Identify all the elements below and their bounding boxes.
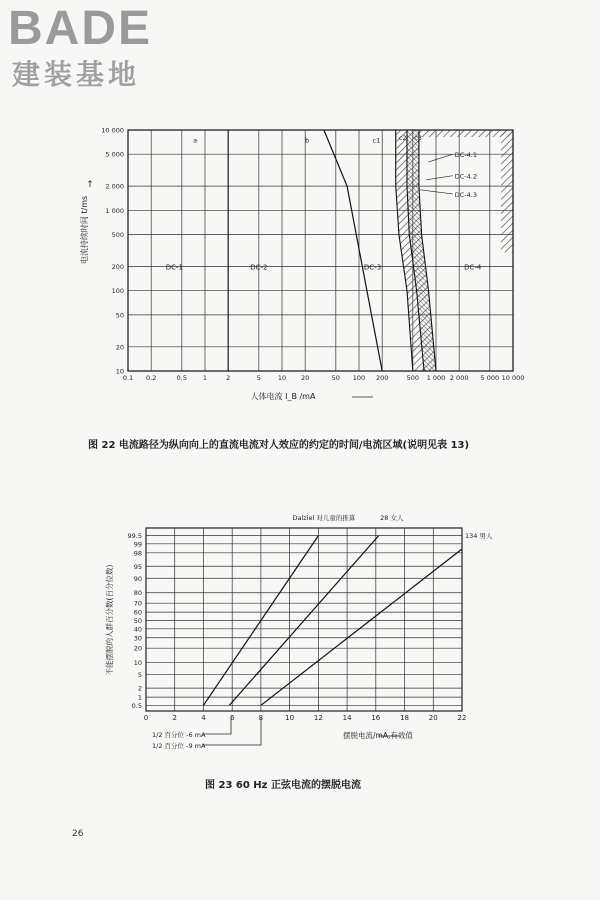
chart1-zone-annotation: DC-4.2 <box>454 172 477 181</box>
chart2-xtick-label: 8 <box>258 714 264 722</box>
chart1-xtick-label: 1 000 <box>426 374 446 382</box>
chart2-ytick-label: 20 <box>133 644 142 653</box>
chart2-series-label: 28 女人 <box>380 514 404 522</box>
chart2-xtick-label: 14 <box>342 714 352 722</box>
chart2-ytick-label: 0.5 <box>131 701 142 710</box>
chart2-ytick-label: 90 <box>133 574 142 583</box>
chart1-curve-label: c2 <box>398 134 407 143</box>
chart1-xtick-label: 20 <box>301 374 310 382</box>
chart1-curve-label: a <box>193 136 198 145</box>
chart1-xtick-label: 5 000 <box>480 374 500 382</box>
chart2-xtick-label: 16 <box>371 714 381 722</box>
chart2-ytick-label: 50 <box>133 616 142 625</box>
chart2-ytick-label: 60 <box>133 608 142 617</box>
chart1-xtick-label: 50 <box>331 374 340 382</box>
chart2-xtick-label: 2 <box>172 714 177 722</box>
chart1-xtick-label: 1 <box>202 374 208 382</box>
chart1-curve-label: c3 <box>414 134 422 143</box>
chart2-ylabel: 不能摆脱的人群百分数(百分位数) <box>105 564 114 676</box>
chart1-xtick-label: 10 <box>277 374 287 382</box>
chart2-ytick-label: 80 <box>133 589 142 598</box>
chart1-zone-label: DC-4 <box>464 263 482 272</box>
chart2-xtick-label: 0 <box>143 714 149 722</box>
chart1-curve-label: b <box>305 136 310 145</box>
chart1-zone-label: DC-2 <box>250 263 268 272</box>
annotation-9ma-leader <box>203 718 261 745</box>
chart2-xlabel: 摆脱电流/mA,有效值 <box>343 731 413 740</box>
chart1-xlabel: 人体电流 I_B /mA <box>250 392 316 401</box>
chart2-xtick-label: 22 <box>457 714 467 722</box>
chart2-ytick-label: 98 <box>133 549 142 558</box>
chart2-xtick-label: 4 <box>201 714 206 722</box>
chart2-ytick-label: 5 <box>137 671 142 680</box>
chart2-xtick-label: 6 <box>229 714 235 722</box>
page-number: 26 <box>72 829 84 839</box>
chart2-ytick-label: 1 <box>137 693 142 702</box>
annotation-9ma: 1/2 百分位 -9 mA <box>152 742 206 750</box>
chart1-ytick-label: 10 000 <box>101 126 124 135</box>
chart1-ytick-label: 10 <box>115 367 124 376</box>
chart2-ytick-label: 99 <box>133 540 142 549</box>
chart1-xtick-label: 0.5 <box>176 374 187 382</box>
chart1-zone-annotation: DC-4.1 <box>454 151 477 160</box>
chart2-xtick-label: 18 <box>400 714 410 722</box>
chart2-ytick-label: 40 <box>133 625 142 634</box>
chart1-xtick-label: 100 <box>352 374 366 382</box>
chart1-curve-label: c1 <box>372 136 381 145</box>
figure-23-caption: 图 23 60 Hz 正弦电流的摆脱电流 <box>205 780 361 791</box>
annotation-6ma: 1/2 百分位 -6 mA <box>152 731 206 739</box>
chart2-xtick-label: 10 <box>285 714 295 722</box>
chart2-series-label: Dalziel 对儿童的推算 <box>292 514 356 522</box>
chart2-series-label: 134 男人 <box>465 532 493 540</box>
chart1-yaxis-arrow: ↑ <box>86 180 94 190</box>
chart1-zone-label: DC-1 <box>165 263 183 272</box>
chart1-ytick-label: 500 <box>111 231 124 240</box>
chart2-xtick-label: 20 <box>428 714 438 722</box>
chart1-zone-label: DC-3 <box>363 263 382 272</box>
chart1-ytick-label: 5 000 <box>105 150 124 159</box>
chart2-ytick-label: 2 <box>137 684 142 693</box>
chart1-ytick-label: 200 <box>111 262 124 271</box>
figure-22-caption: 图 22 电流路径为纵向向上的直流电流对人效应的约定的时间/电流区域(说明见表 13) <box>88 440 470 451</box>
chart2-ytick-label: 70 <box>133 599 142 608</box>
chart1-ytick-label: 2 000 <box>105 182 124 191</box>
chart1-xtick-label: 10 000 <box>501 374 525 382</box>
logo-brand-text: BADE <box>8 2 153 55</box>
chart2-xtick-label: 12 <box>313 714 323 722</box>
chart1-xtick-label: 5 <box>256 374 261 382</box>
chart1-ytick-label: 100 <box>111 287 124 296</box>
chart1-ytick-label: 1 000 <box>105 206 124 215</box>
chart1-xtick-label: 0.2 <box>146 374 157 382</box>
chart1-xtick-label: 500 <box>406 374 420 382</box>
chart2-ytick-label: 30 <box>133 634 142 643</box>
chart1-xtick-label: 2 <box>226 374 231 382</box>
chart1-ylabel: 电流持续时间 t/ms <box>80 195 89 265</box>
chart1-xtick-label: 2 000 <box>449 374 469 382</box>
chart2-ytick-label: 10 <box>133 659 142 668</box>
chart2-ytick-label: 95 <box>133 562 142 571</box>
chart2-frame <box>146 528 462 711</box>
chart2-line-2 <box>261 549 462 705</box>
logo-slogan: 建装基地 <box>12 58 141 91</box>
chart2-ytick-label: 99.5 <box>127 532 142 541</box>
chart1-ytick-label: 50 <box>115 311 124 320</box>
chart1-xtick-label: 0.1 <box>122 374 134 382</box>
annotation-6ma-leader <box>203 718 231 734</box>
chart1-zone-annotation: DC-4.3 <box>454 190 477 199</box>
chart1-xtick-label: 200 <box>375 374 389 382</box>
chart1-ytick-label: 20 <box>115 343 124 352</box>
